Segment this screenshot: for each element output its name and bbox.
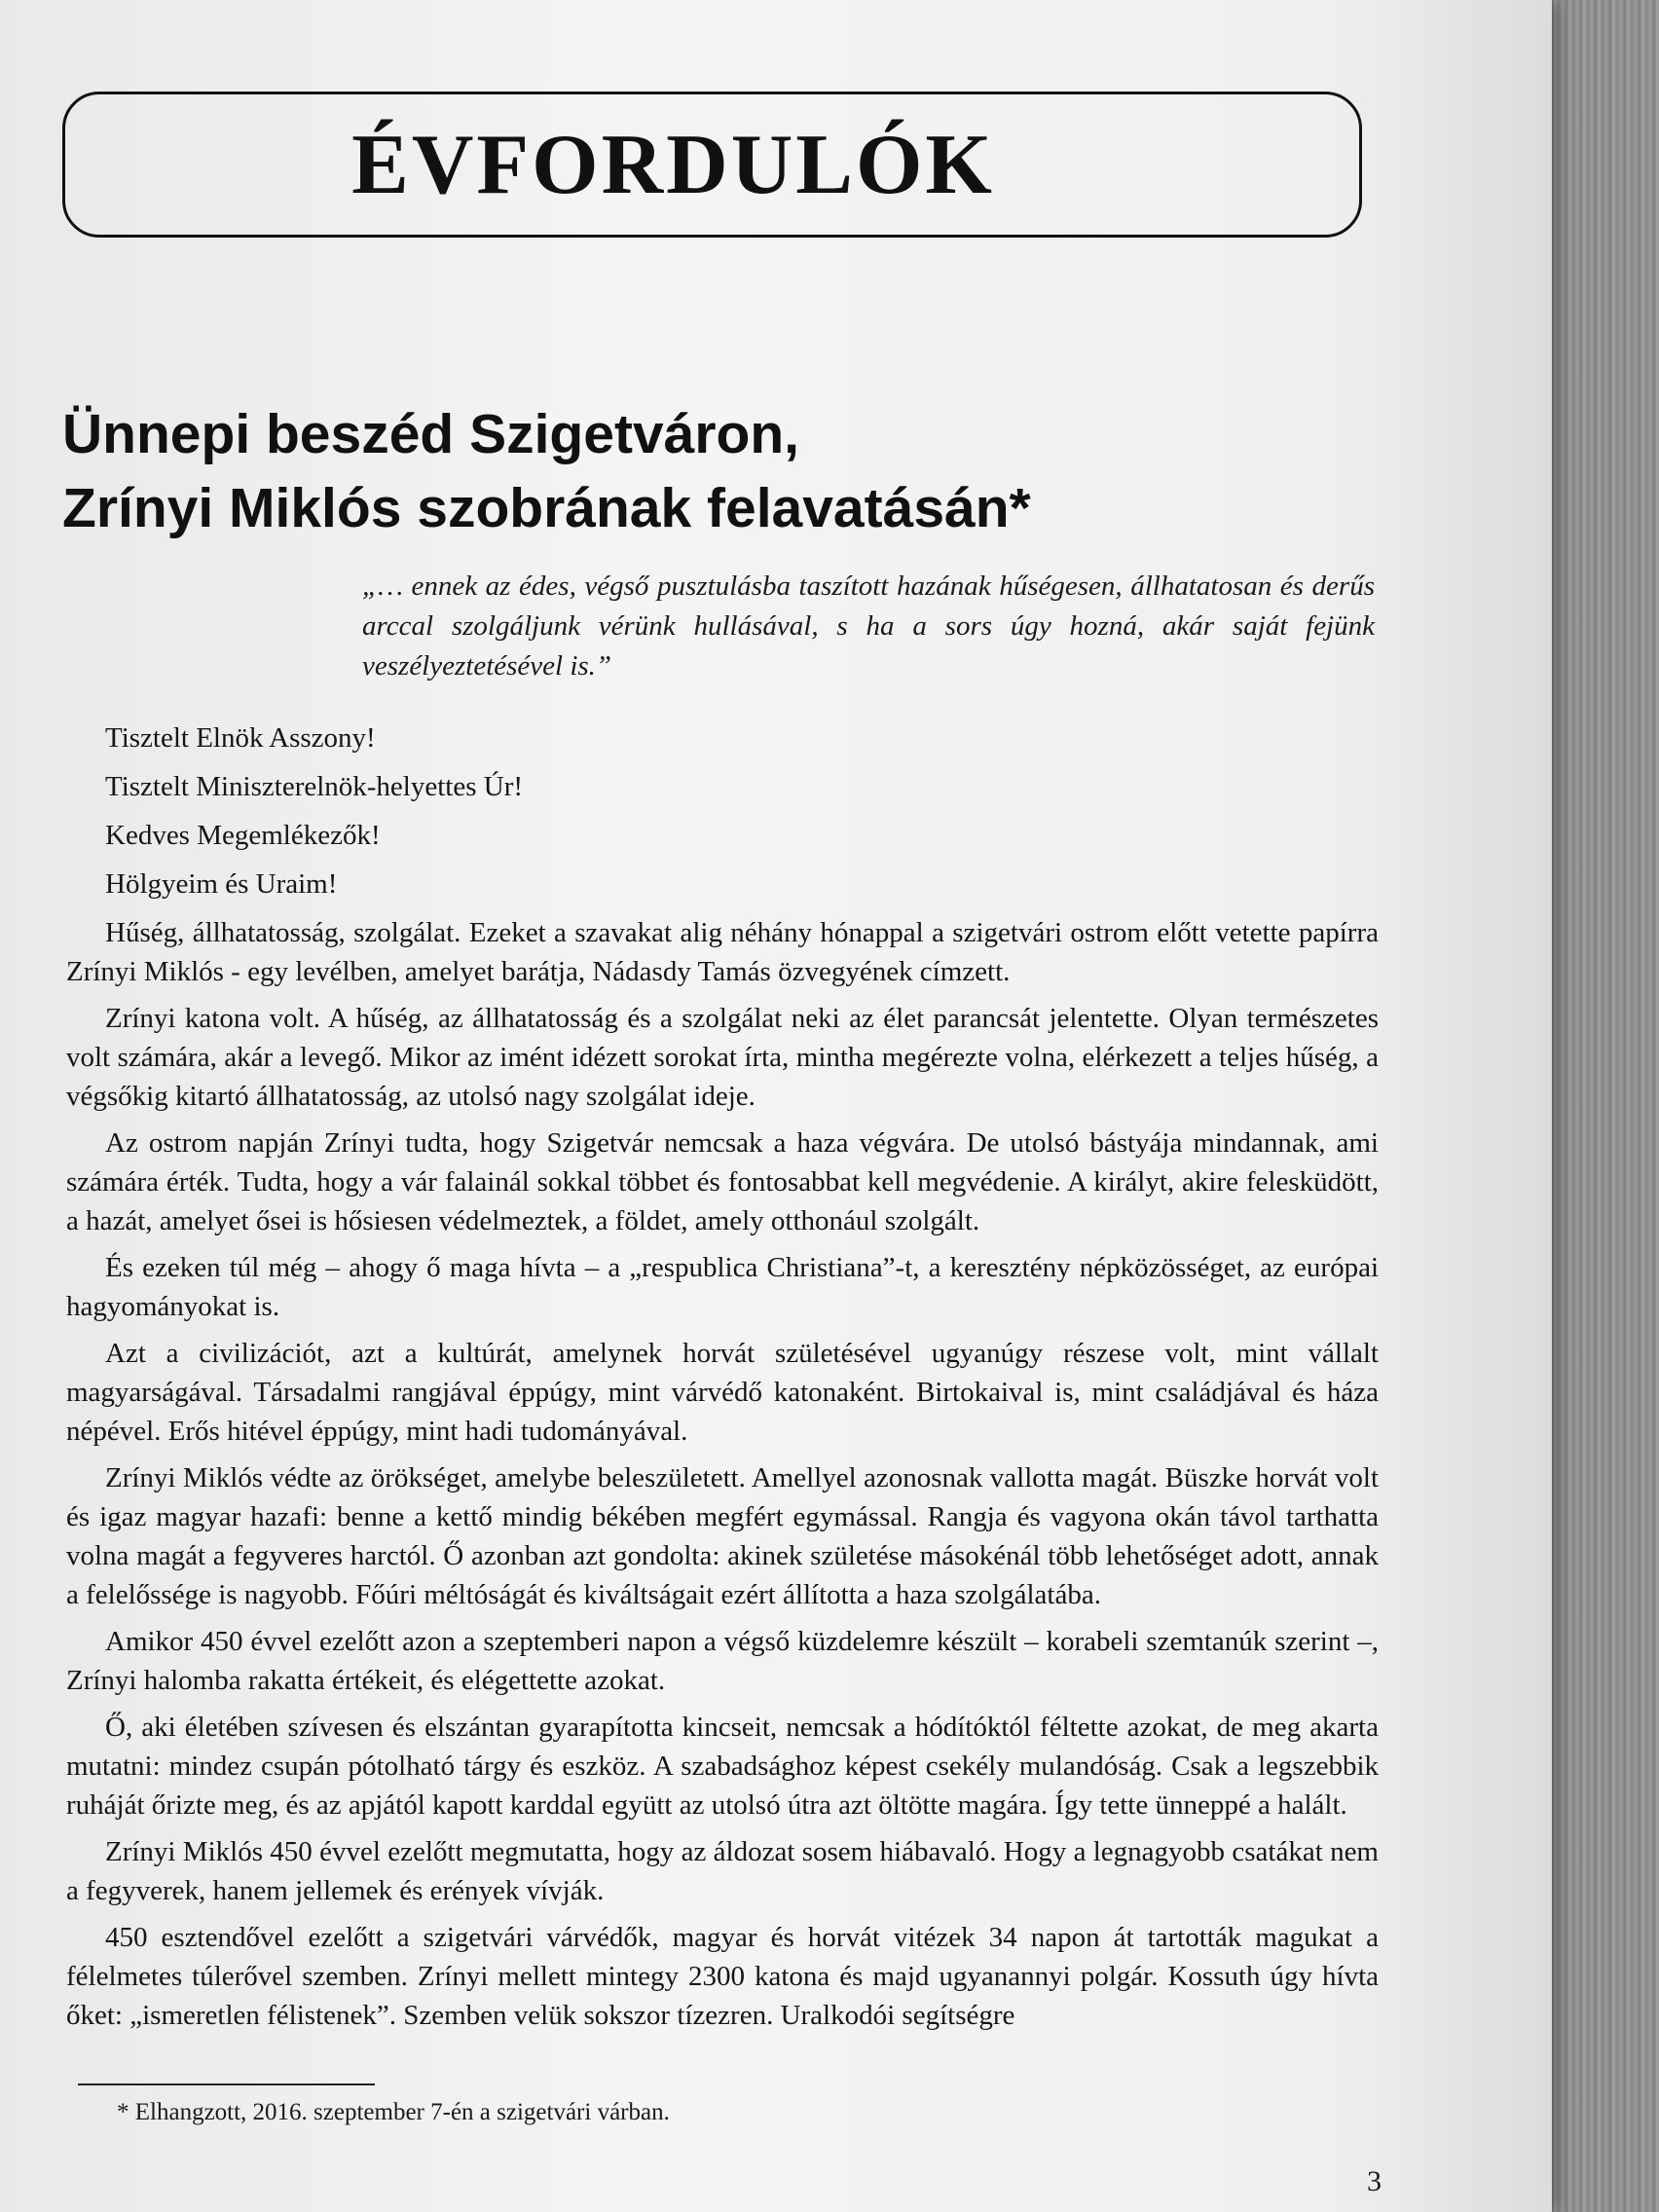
greeting-line: Tisztelt Miniszterelnök-helyettes Úr! bbox=[105, 771, 524, 802]
body-paragraph: Azt a civilizációt, azt a kultúrát, amelynek horvát születésével ugyanúgy részese volt, mint vállalt magyarságával. Társadalmi rangjával éppúgy, mint várvédő katonaként. Birtokaival is, mint családjával és háza népével. Erős hitével éppúgy, mint hadi tudományával. bbox=[66, 1338, 1379, 1447]
article-body bbox=[66, 719, 1379, 2043]
footnote: * Elhangzott, 2016. szeptember 7-én a szigetvári várban. bbox=[117, 2099, 670, 2125]
footnote-divider bbox=[78, 2083, 375, 2085]
body-paragraph: Zrínyi katona volt. A hűség, az állhatatosság és a szolgálat neki az élet parancsát jelentette. Olyan természetes volt számára, akár a levegő. Mikor az imént idézett sorokat írta, mintha megérezte volna, elérkezett a teljes hűség, a végsőkig kitartó állhatatosság, az utolsó nagy szolgálat ideje. bbox=[66, 1003, 1379, 1112]
epigraph-quote: „… ennek az édes, végső pusztulásba taszított hazának hűségesen, állhatatosan és derűs arccal szolgáljunk vérünk hullásával, s ha a sors úgy hozná, akár saját fejünk veszélyeztetésével is.” bbox=[362, 571, 1375, 682]
greeting-line: Tisztelt Elnök Asszony! bbox=[105, 722, 376, 754]
greeting-line: Kedves Megemlékezők! bbox=[105, 820, 381, 851]
book-spine-edge bbox=[1552, 0, 1659, 2212]
article-title-line-1: Ünnepi beszéd Szigetváron, bbox=[62, 403, 799, 465]
article-title-line-2: Zrínyi Miklós szobrának felavatásán* bbox=[62, 477, 1031, 539]
body-paragraph: Zrínyi Miklós védte az örökséget, amelybe beleszületett. Amellyel azonosnak vallotta magát. Büszke horvát volt és igaz magyar hazafi: benne a kettő mindig békében megfért egymással. Rangja és vagyona okán távol tarthatta volna magát a fegyveres harctól. Ő azonban azt gondolta: akinek születése másokénál több lehetőséget adott, annak a felelőssége is nagyobb. Főúri méltóságát és kiváltságait ezért állította a haza szolgálatába. bbox=[66, 1462, 1379, 1610]
body-paragraph: Ő, aki életében szívesen és elszántan gyarapította kincseit, nemcsak a hódítóktól féltette azokat, de meg akarta mutatni: mindez csupán pótolható tárgy és eszköz. A szabadsághoz képest csekély mulandóság. Csak a legszebbik ruháját őrizte meg, és az apjától kapott karddal együtt az utolsó útra azt öltötte magára. Így tette ünneppé a halált. bbox=[66, 1712, 1379, 1821]
body-paragraph: És ezeken túl még – ahogy ő maga hívta – a „respublica Christiana”-t, a keresztény népközösséget, az európai hagyományokat is. bbox=[66, 1252, 1379, 1322]
body-paragraph: Amikor 450 évvel ezelőtt azon a szeptemberi napon a végső küzdelemre készült – korabeli szemtanúk szerint –, Zrínyi halomba rakatta értékeit, és elégettette azokat. bbox=[66, 1626, 1379, 1696]
section-header-box bbox=[62, 92, 1362, 238]
section-title: ÉVFORDULÓK bbox=[351, 117, 995, 212]
page-number: 3 bbox=[1367, 2165, 1382, 2197]
body-paragraph: Hűség, állhatatosság, szolgálat. Ezeket a szavakat alig néhány hónappal a szigetvári ostrom előtt vetette papírra Zrínyi Miklós - egy levélben, amelyet barátja, Nádasdy Tamás özvegyének címzett. bbox=[66, 917, 1379, 987]
body-paragraph: Zrínyi Miklós 450 évvel ezelőtt megmutatta, hogy az áldozat sosem hiábavaló. Hogy a legnagyobb csatákat nem a fegyverek, hanem jellemek és erények vívják. bbox=[66, 1836, 1379, 1906]
greeting-line: Hölgyeim és Uraim! bbox=[105, 868, 338, 900]
body-paragraph: 450 esztendővel ezelőtt a szigetvári várvédők, magyar és horvát vitézek 34 napon át tartották magukat a félelmetes túlerővel szemben. Zrínyi mellett mintegy 2300 katona és majd ugyanannyi polgár. Kossuth úgy hívta őket: „ismeretlen félistenek”. Szemben velük sokszor tízezren. Uralkodói segítségre bbox=[66, 1922, 1379, 2031]
article-title bbox=[62, 397, 1328, 545]
body-paragraph: Az ostrom napján Zrínyi tudta, hogy Szigetvár nemcsak a haza végvára. De utolsó bástyája mindannak, ami számára érték. Tudta, hogy a vár falainál sokkal többet és fontosabbat kell megvédenie. A királyt, akire felesküdött, a hazát, amelyet ősei is hősiesen védelmeztek, a földet, amely otthonául szolgált. bbox=[66, 1127, 1379, 1236]
